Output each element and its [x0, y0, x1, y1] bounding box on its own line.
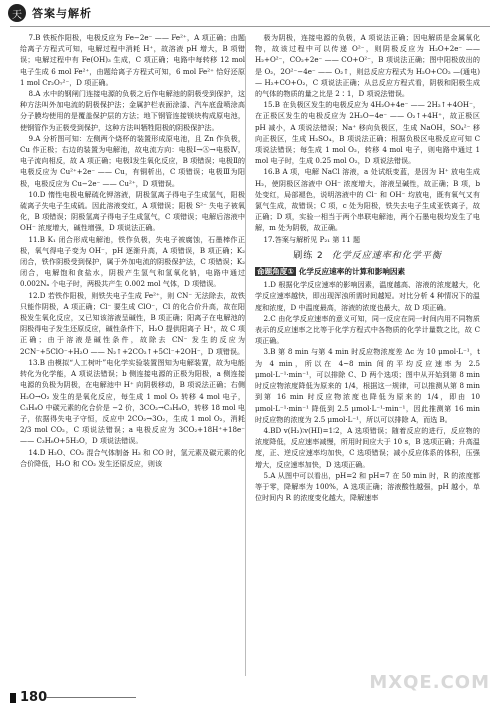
section-name: 化学反应速率和化学平衡 — [331, 250, 442, 261]
header-divider — [10, 26, 490, 27]
answer-paragraph: 14.D H₂O、CO₂ 混合气体制备 H₂ 和 CO 时，氢元素及碳元素的化合价降低，H₂O 和 CO₂ 发生还原反应，则该 — [20, 447, 245, 468]
left-column — [20, 32, 245, 680]
answer-paragraph: 2.C 由化学反应速率的意义可知，同一反应在同一时间内用不同物质表示的反应速率之比等于化学方程式中各物质的化学计量数之比，故 C 项正确。 — [255, 313, 480, 346]
column-divider — [245, 36, 246, 676]
answer-paragraph: 1.D 根据化学反应速率的影响因素，温度越高、溶液的浓度越大，化学反应速率越快，即出现浑浊所需时间越短。对比分析 4 种情况下的温度和浓度，D 中温度最高，溶液的浓度也最大，故 D 项正确。 — [255, 280, 480, 312]
header-title: 答案与解析 — [32, 7, 92, 20]
answer-paragraph: 10.D 惰性电极电解硫化钾溶液，阴极氢离子得电子生成氢气，阳极硫离子失电子生成硫。因此溶液变红，A 项错误；阳极 S²⁻ 失电子被氧化，B 项错误；阴极氢离子得电子生成氢气，C 项错误；电解后溶液中 OH⁻ 浓度增大，碱性增强，D 项说法正确。 — [20, 189, 245, 233]
answer-paragraph: 13.B 由模拟“人工树叶”电化学实验装置图知为电解装置，故为电能转化为化学能，A 项说法错误；b 侧连接电源的正极为阳极，a 侧连接电源的负极为阴极，在电解池中 H⁺ 向阴极移动，B 项说法正确；右侧 H₂O→O₂ 发生的是氧化反应，每生成 1 mol O₂ 转移 4 mol 电子，C₃H₈O 中碳元素的化合价是 −2 价，3CO₂→C₃H₈O，转移 18 mol 电子，依据得失电子守恒，反应中 2CO₂→3O₂，生成 1 mol O₂，消耗 2/3 mol CO₂，C 项说法错误；a 电极反应为 3CO₂+18H⁺+18e⁻ —— C₃H₈O+5H₂O，D 项说法错误。 — [20, 357, 245, 446]
answer-paragraph: 极为阴极，连接电源的负极，A 项说法正确；因电解质是金属氧化物，故该过程中可以传递 O²⁻，则阴极反应为 H₂O+2e⁻ —— H₂+O²⁻，CO₂+2e⁻ —— CO+O²⁻，B 项说法正确；图中阳极放出的是 O₂，2O²⁻−4e⁻ —— O₂↑，则总反应方程式为 H₂O+CO₂ —(通电)— H₂+CO+O₂，C 项说法正确；从总反应方程式看，阴极和阳极生成的气体的物质的量之比是 2∶1，D 项说法错误。 — [255, 33, 480, 99]
topic-heading — [255, 266, 480, 277]
answer-paragraph: 12.D 若铁作阳极，则铁失电子生成 Fe²⁺，则 CN⁻ 无法除去，故铁只能作阴极，A 项正确；Cl⁻ 要生成 ClO⁻，Cl 的化合价升高，故在阳极发生氧化反应，又已知该溶液呈碱性，B 项正确；阳离子在电解池的阴极得电子发生还原反应，碱性条件下，H₂O 提供阳离子 H⁺，故 C 项正确；由于溶液是碱性条件，故除去 CN⁻ 发生的反应为 2CN⁻+5ClO⁻+H₂O —— N₂↑+2CO₂↑+5Cl⁻+2OH⁻，D 项错误。 — [20, 290, 245, 356]
topic-tag: 命题角度① — [257, 267, 294, 277]
answer-paragraph: 3.B 第 8 min 与第 4 min 时反应物浓度差 Δc 为 10 μmol·L⁻¹，t 为 4 min，所以在 4~8 min 间的平均反应速率为 2.5 μmol·L⁻¹·min⁻¹，可以排除 C、D 两个选项；图中从开始到第 8 min 时反应物浓度降低为原来的 1/4，根据这一规律，可以推测从第 8 min 到第 16 min 时反应物浓度也降低为原来的 1/4，即由 10 μmol·L⁻¹·min⁻¹ 降低到 2.5 μmol·L⁻¹·min⁻¹，因此推测第 16 min 时反应物的浓度为 2.5 μmol·L⁻¹，所以可以排除 A，而选 B。 — [255, 347, 480, 424]
answer-paragraph: 16.B A 项，电解 NaCl 溶液，a 处试纸变蓝，是因为 H⁺ 放电生成 H₂，使阴极区溶液中 OH⁻ 浓度增大，溶液呈碱性，故正确；B 项，b 处变红，局部褪色，说明溶液中的 Cl⁻ 和 OH⁻ 均放电，既有氧气又有氯气生成，故错误；C 项，c 处为阳极，铁失去电子生成亚铁离子，故正确；D 项，实验一相当于两个串联电解池，两个石墨电极均发生了电解，m 处为阴极，故正确。 — [255, 167, 480, 233]
right-column — [255, 32, 480, 680]
answer-paragraph: 17.答案与解析见 P₂₁ 第 11 题 — [263, 234, 361, 244]
page-header — [0, 0, 500, 26]
answer-paragraph: 4.BD v(H₂)∶v(HI)=1∶2，A 选项错误；随着反应的进行，反应物的浓度降低，反应速率减慢，所用时间应大于 10 s，B 选项正确；升高温度，正、逆反应速率均加快，C 选项错误；减小反应体系的体积，压强增大，反应速率加快，D 选项正确。 — [255, 425, 480, 469]
page-number: 180 — [20, 690, 48, 705]
topic-title: 化学反应速率的计算和影响因素 — [298, 267, 406, 277]
page-marker-icon — [10, 693, 16, 703]
answer-paragraph: 15.B 在负极区发生的电极反应为 4H₂O+4e⁻ —— 2H₂↑+4OH⁻，在正极区发生的电极反应为 2H₂O−4e⁻ —— O₂↑+4H⁺，故正极区 pH 减小，A 项说法错误；Na⁺ 移向负极区，生成 NaOH，SO₄²⁻ 移向正极区，生成 H₂SO₄，B 项说法正确；根据负极区电极反应可知 C 项说法错误；每生成 1 mol O₂，转移 4 mol 电子，则电路中通过 1 mol 电子时，生成 0.25 mol O₂，D 项说法错误。 — [255, 100, 480, 166]
page-footer — [10, 690, 47, 705]
answer-paragraph: 8.A 水中的钢闸门连接电源的负极之后作电解池的阴极受到保护，这种方法叫外加电流的阴极保护法；金属护栏表面涂漆、汽车底盘喷涂高分子膜均使用的是覆盖保护层的方法；地下钢管连接镁块构成原电池，使钢管作为正极受到保护，这种方法叫牺牲阳极的阴极保护法。 — [20, 89, 245, 132]
answer-paragraph: 5.A 从图中可以看出，pH=2 和 pH=7 在 50 min 时，R 的浓度都等于零，降解率为 100%，A 选项正确；溶液酸性越强，pH 越小，单位时间内 R 的浓度变化越大，降解速率 — [255, 470, 480, 503]
answer-paragraph: 7.B 铁板作阳极，电极反应为 Fe−2e⁻ —— Fe²⁺，A 项正确；由题给离子方程式可知，电解过程中消耗 H⁺，故溶液 pH 增大，B 项错误；电解过程中有 Fe(OH)₃ 生成，C 项正确；电路中每转移 12 mol 电子生成 6 mol Fe²⁺，由题给离子方程式可知，6 mol Fe²⁺ 恰好还原 1 mol Cr₂O₇²⁻，D 项正确。 — [20, 33, 245, 87]
answer-paragraph: 9.A 分析图可知：左侧两个烧杯的装置形成原电池，且 Zn 作负极，Cu 作正极；右边的装置为电解池，故电流方向：电极Ⅰ→Ⓐ→电极Ⅳ，电子流向相反，故 A 项正确；电极Ⅰ发生氧化反应，B 项错误；电极Ⅱ的电极反应为 Cu²⁺+2e⁻ —— Cu，有铜析出，C 项错误；电极Ⅲ为阳极，电极反应为 Cu−2e⁻ —— Cu²⁺，D 项错误。 — [20, 133, 245, 188]
section-label: 刷练 2 — [293, 250, 324, 261]
answer-paragraph: 11.B K₁ 闭合形成电解池，铁作负极，失电子被腐蚀，石墨棒作正极，氧气得电子变为 OH⁻，pH 逐渐升高，A 项错误，B 项正确；K₂ 闭合，铁作阴极受到保护，属于外加电流的阴极保护法，C 项错误；K₂ 闭合，电解饱和食盐水，阴极产生氢气和氢氧化钠，电路中通过 0.002Nₐ 个电子时，两极共产生 0.002 mol 气体，D 项错误。 — [20, 234, 245, 289]
footer-divider — [46, 697, 136, 698]
book-logo-icon: 天 — [8, 4, 26, 22]
watermark: MXQE.COM — [369, 672, 490, 693]
section-title — [255, 251, 480, 262]
